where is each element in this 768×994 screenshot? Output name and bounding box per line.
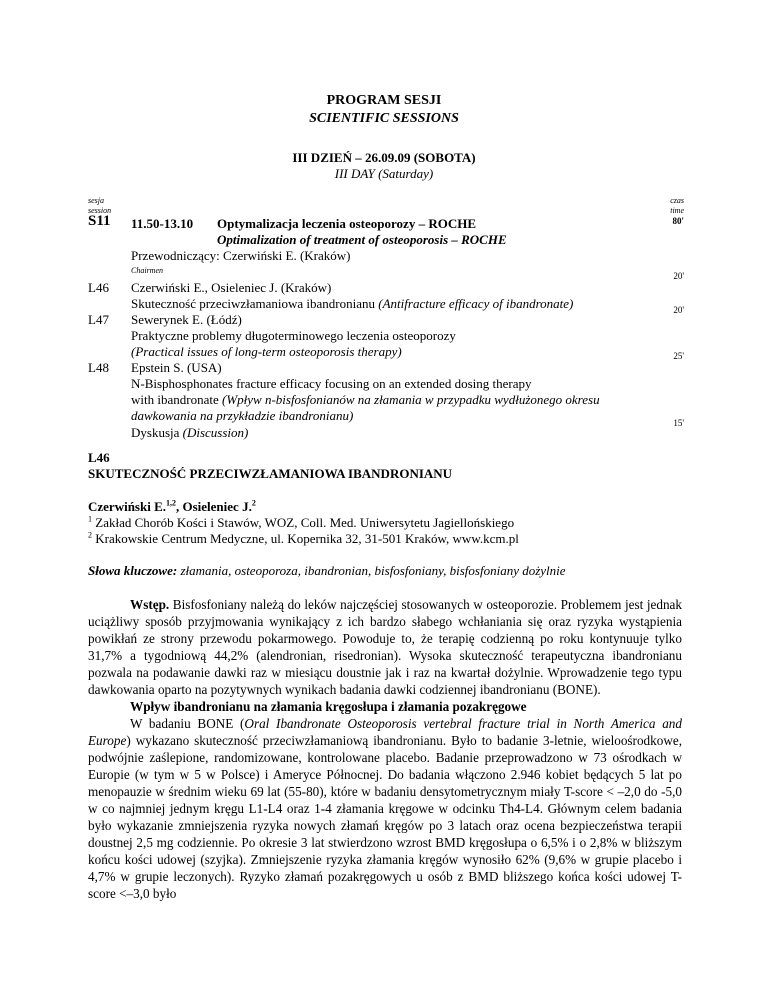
lecture-code: L47	[88, 312, 109, 327]
affiliation-1: $^1$ Zakład Chorób Kości i Stawów, WOZ, Coll. Med. Uniwersytetu Jagiellońskiego	[88, 514, 515, 530]
chair-line	[131, 248, 350, 264]
session-title-en: Optimalization of treatment of osteoporosis – ROCHE	[217, 232, 507, 247]
lecture-code: L46	[88, 280, 109, 295]
discussion: Dyskusja (Discussion)	[131, 425, 249, 440]
lecture-title: N-Bisphosphonates fracture efficacy focusing on an extended dosing therapy	[131, 376, 532, 391]
lecture-title: Skuteczność przeciwzłamaniowa ibandronianu (Antifracture efficacy of ibandronate)	[131, 296, 574, 311]
session-hours: 11.50-13.10	[131, 216, 194, 231]
abstract-title: SKUTECZNOŚĆ PRZECIWZŁAMANIOWA IBANDRONIANU	[88, 466, 453, 481]
day-heading: III DZIEŃ – 26.09.09 (SOBOTA)	[292, 150, 476, 165]
lecture-duration: 20'	[673, 305, 684, 315]
session-label: sesja	[88, 196, 104, 205]
lecture-duration: 25'	[673, 351, 684, 361]
chair-label: Przewodniczący:	[131, 248, 224, 263]
lecture-code: L48	[88, 360, 109, 375]
session-title: Optymalizacja leczenia osteoporozy – ROCHE	[217, 216, 476, 231]
affiliation-2: $^2$ Krakowskie Centrum Medyczne, ul. Kopernika 32, 31-501 Kraków, www.kcm.pl	[88, 530, 519, 546]
time-label: czas	[670, 196, 684, 205]
discussion-duration: 15'	[673, 418, 684, 428]
results-paragraph: W badaniu BONE (Oral Ibandronate Osteoporosis vertebral fracture trial in North America and Europe) wykazano skuteczność przeciwzłamaniową ibandronianu. Było to badanie 3-letnie, wieloośrodkowe, podwójnie zaślepione, randomizowane, kontrolowane placebo. Badanie przeprowadzono w 73 ośrodkach w Europie (w tym w 5 w Polsce) i Ameryce Północnej. Do badania włączono 2.946 kobiet będących 5 lat po menopauzie w średnim wieku 69 lat (55-80), które w badaniu densytometrycznym miały T-score < –2,0 do -5,0 w co najmniej jednym kręgu L1-L4 oraz 1-4 złamania kręgowe w odcinku Th4-L4. Głównym celem badania było wykazanie zmniejszenia ryzyka nowych złamań kręgów po 3 latach oraz ocena bezpieczeństwa terapii doustnej 2,5 mg codziennie. Po okresie 3 lat stwierdzono wzrost BMD kręgosłupa o 6,5% i o 2,8% w bliższym końcu kości udowej (szyjka). Zmniejszenie ryzyka złamania kręgów wynosiło 62% (9,6% w grupie placebo i 4,7% w grupie leczonych). Ryzyko złamań pozakręgowych u osób z BMD bliższego końca kości udowej T-score <–3,0 było	[88, 716, 682, 901]
lecture-title-cont2: dawkowania na przykładzie ibandronianu)	[131, 408, 354, 423]
lecture-title-en: (Practical issues of long-term osteoporosis therapy)	[131, 344, 402, 359]
intro-paragraph: Wstęp. Bisfosfoniany należą do leków najczęściej stosowanych w osteoporozie. Problemem jest jednak uciążliwy sposób przyjmowania wynikający z ich bardzo słabego wchłaniania się oraz ryzyka wystąpienia powikłań ze strony przewodu pokarmowego. Powoduje to, że terapię codzienną po roku kontynuuje tylko 31,7% a tygodniową 44,2% (alendronian, risedronian). Wysoka skuteczność terapeutyczna ibandronianu pozwala na podawanie dawki raz w miesiącu doustnie jak i raz na kwartał dożylnie. Wprowadzenie tego typu dawkowania oparto na pozytywnych wynikach badania dawki codziennej ibandronianu (BONE).	[88, 597, 682, 697]
time-label-en: time	[670, 206, 684, 215]
abstract-code: L46	[88, 450, 110, 465]
session-duration: 80'	[672, 216, 684, 226]
lecture-authors: Czerwiński E., Osieleniec J. (Kraków)	[131, 280, 332, 295]
program-title: PROGRAM SESJI	[326, 93, 442, 108]
abstract-authors: Czerwiński E.$^{1,2}$, Osieleniec J.$^2$	[88, 498, 256, 514]
chair-name: Czerwiński E. (Kraków)	[223, 248, 351, 263]
lecture-title-cont: with ibandronate (Wpływ n-bisfosfonianów na złamania w przypadku wydłużonego okresu	[131, 392, 600, 407]
chair-label-en: Chairmen	[131, 266, 163, 275]
lecture-duration: 20'	[673, 271, 684, 281]
program-title-en: SCIENTIFIC SESSIONS	[309, 111, 459, 126]
day-heading-en: III DAY (Saturday)	[334, 166, 434, 181]
lecture-authors: Epstein S. (USA)	[131, 360, 222, 375]
keywords: Słowa kluczowe: złamania, osteoporoza, ibandronian, bisfosfoniany, bisfosfoniany dożylnie	[88, 563, 566, 578]
lecture-title: Praktyczne problemy długoterminowego leczenia osteoporozy	[131, 328, 456, 343]
section-heading: Wpływ ibandronianu na złamania kręgosłupa i złamania pozakręgowe	[130, 699, 527, 714]
lecture-authors: Sewerynek E. (Łódź)	[131, 312, 242, 327]
abstract-body	[88, 596, 682, 902]
session-label-en: session	[88, 206, 112, 215]
session-code: S11	[88, 213, 111, 229]
